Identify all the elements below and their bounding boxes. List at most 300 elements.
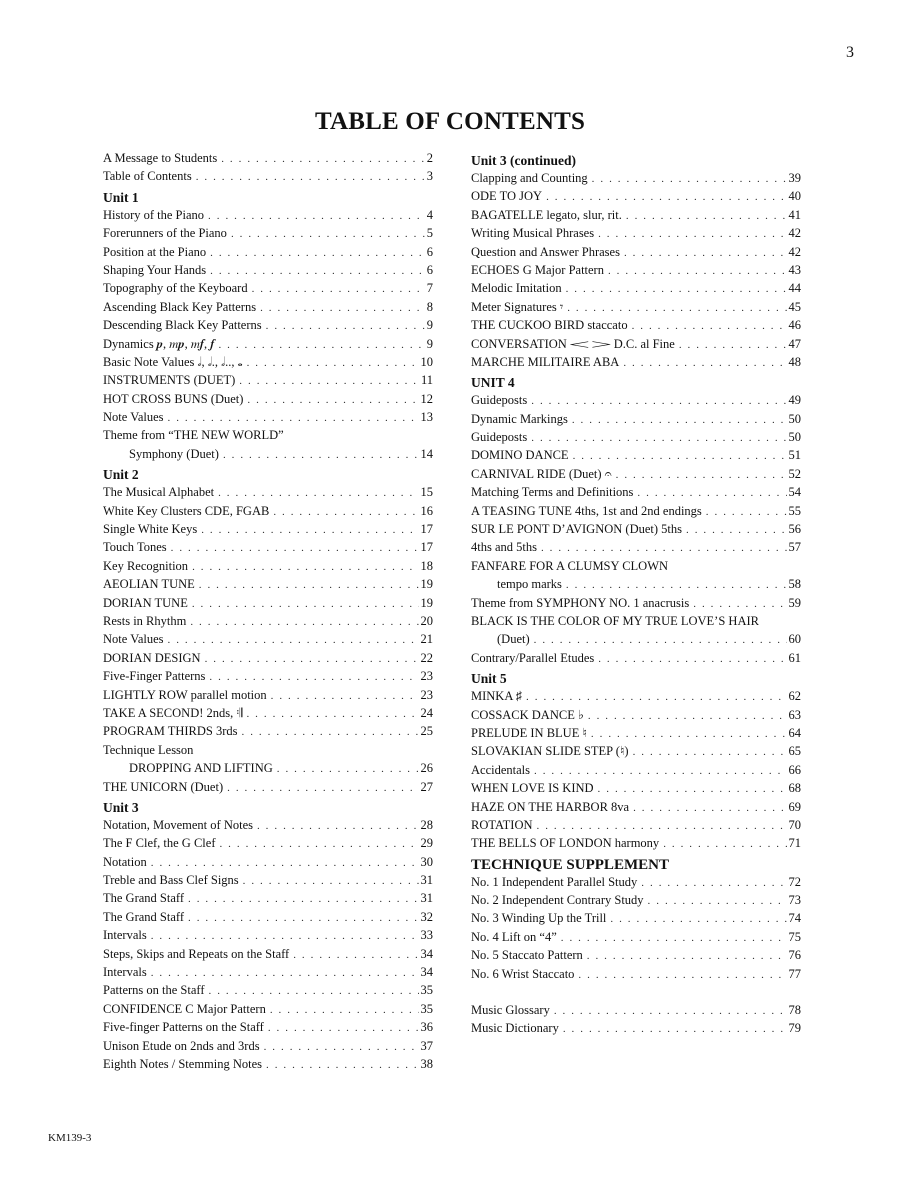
toc-entry-forerunners-of-the-piano[interactable] [103, 224, 433, 242]
entry-page-number: 38 [420, 1056, 433, 1071]
entry-title: No. 6 Wrist Staccato [471, 966, 575, 981]
toc-section [103, 467, 433, 796]
toc-entry-duet[interactable] [471, 630, 801, 648]
entry-page-number: 30 [420, 854, 433, 869]
dot-leader [264, 1019, 419, 1037]
toc-entry-single-white-keys[interactable] [103, 520, 433, 538]
dot-leader [214, 336, 424, 354]
dot-leader [682, 521, 787, 539]
dot-leader [164, 631, 419, 649]
dot-leader [235, 372, 419, 390]
toc-entry-intervals[interactable] [103, 963, 433, 981]
entry-page-number: 14 [420, 446, 433, 461]
toc-entry-slovakian-slide-step[interactable] [471, 742, 801, 760]
entry-page-number: 17 [420, 540, 433, 555]
dot-leader [574, 966, 786, 984]
entry-page-number: 25 [420, 724, 433, 739]
entry-title: 4ths and 5ths [471, 540, 537, 555]
toc-entry-ascending-black-key-patterns[interactable] [103, 298, 433, 316]
entry-title: Key Recognition [103, 558, 189, 573]
entry-page-number: 58 [788, 577, 801, 592]
entry-title: Forerunners of the Piano [103, 226, 227, 241]
dot-leader [620, 244, 787, 262]
dot-leader [289, 946, 418, 964]
dot-leader [550, 1002, 787, 1020]
toc-entry-dynamic-markings[interactable] [471, 410, 801, 428]
toc-entry-cossack-dance[interactable] [471, 706, 801, 724]
dot-leader [563, 299, 786, 317]
dot-leader [260, 1038, 419, 1056]
entry-page-number: 20 [420, 613, 433, 628]
entry-page-number: 21 [420, 632, 433, 647]
toc-entry-domino-dance[interactable] [471, 446, 801, 464]
entry-title: THE UNICORN (Duet) [103, 779, 224, 794]
toc-entry-accidentals[interactable] [471, 761, 801, 779]
entry-page-number: 70 [788, 817, 801, 832]
page-number: 3 [846, 44, 854, 61]
toc-entry-notation-movement-of-notes[interactable] [103, 816, 433, 834]
entry-title: Question and Answer Phrases [471, 244, 620, 259]
toc-section [471, 857, 801, 983]
toc-entry-program-thirds-3rds[interactable] [103, 722, 433, 740]
toc-entry-a-teasing-tune-4ths-1st-and-2nd-endings[interactable] [471, 502, 801, 520]
toc-entry-no-6-wrist-staccato[interactable] [471, 965, 801, 983]
entry-page-number: 61 [788, 650, 801, 665]
entry-page-number: 31 [420, 873, 433, 888]
toc-entry-black-is-the-color-of-my-true-love-s-hai[interactable] [471, 612, 801, 630]
toc-entry-4ths-and-5ths[interactable] [471, 538, 801, 556]
toc-entry-topography-of-the-keyboard[interactable] [103, 279, 433, 297]
toc-entry-dorian-tune[interactable] [103, 594, 433, 612]
dot-leader [594, 650, 786, 668]
entry-page-number: 64 [788, 725, 801, 740]
entry-page-number: 36 [420, 1020, 433, 1035]
entry-page-number: 49 [788, 393, 801, 408]
entry-page-number: 50 [788, 430, 801, 445]
entry-title: Theme from SYMPHONY NO. 1 anacrusis [471, 595, 690, 610]
toc-entry-echoes-g-major-pattern[interactable] [471, 261, 801, 279]
section-heading: Unit 3 (continued) [471, 153, 577, 168]
entry-page-number: 37 [420, 1038, 433, 1053]
toc-entry-no-3-winding-up-the-trill[interactable] [471, 909, 801, 927]
entry-page-number: 18 [420, 558, 433, 573]
toc-entry-aeolian-tune[interactable] [103, 575, 433, 593]
toc-entry-confidence-c-major-pattern[interactable] [103, 1000, 433, 1018]
entry-page-number: 19 [420, 577, 433, 592]
entry-title: INSTRUMENTS (DUET) [103, 373, 236, 388]
toc-entry-fanfare-for-a-clumsy-clown[interactable] [471, 557, 801, 575]
entry-page-number: 48 [788, 354, 801, 369]
entry-page-number: 23 [420, 687, 433, 702]
toc-entry-no-1-independent-parallel-study[interactable] [471, 873, 801, 891]
entry-page-number: 34 [420, 946, 433, 961]
entry-title: Patterns on the Staff [103, 983, 205, 998]
toc-entry-white-key-clusters-cde-fgab[interactable] [103, 502, 433, 520]
toc-entry-unison-etude-on-2nds-and-3rds[interactable] [103, 1037, 433, 1055]
entry-page-number: 16 [420, 503, 433, 518]
dot-leader [267, 687, 419, 705]
dot-leader [637, 874, 786, 892]
toc-entry-five-finger-patterns-on-the-staff[interactable] [103, 1018, 433, 1036]
toc-entry-matching-terms-and-definitions[interactable] [471, 483, 801, 501]
dot-leader [584, 707, 787, 725]
entry-page-number: 65 [788, 744, 801, 759]
entry-title: Topography of the Keyboard [103, 281, 248, 296]
toc-entry-the-grand-staff[interactable] [103, 908, 433, 926]
dot-leader [147, 854, 419, 872]
entry-title: Treble and Bass Clef Signs [103, 873, 239, 888]
dot-leader [530, 762, 786, 780]
entry-page-number: 79 [788, 1021, 801, 1036]
entry-page-number: 22 [420, 650, 433, 665]
dot-leader [702, 503, 787, 521]
dot-leader [527, 429, 786, 447]
toc-entry-note-values[interactable] [103, 630, 433, 648]
toc-entry-dropping-and-lifting[interactable] [103, 759, 433, 777]
entry-title: History of the Piano [103, 207, 205, 222]
dot-leader [628, 317, 787, 335]
dot-leader [238, 723, 419, 741]
toc-section [103, 800, 433, 1073]
entry-title: DOMINO DANCE [471, 448, 569, 463]
toc-entry-the-unicorn-duet[interactable] [103, 778, 433, 796]
toc-entry-treble-and-bass-clef-signs[interactable] [103, 871, 433, 889]
dot-leader [644, 892, 787, 910]
entry-title: SUR LE PONT D’AVIGNON (Duet) 5ths [471, 522, 682, 537]
dot-leader [522, 688, 786, 706]
dot-leader [629, 799, 786, 817]
entry-page-number: 41 [788, 207, 801, 222]
toc-entry-dorian-design[interactable] [103, 649, 433, 667]
entry-title: ROTATION [471, 817, 533, 832]
dot-leader [266, 1001, 419, 1019]
dot-leader [217, 150, 425, 168]
dot-leader [223, 779, 418, 797]
dot-leader [629, 743, 787, 761]
entry-page-number: 76 [788, 948, 801, 963]
dot-leader [248, 280, 425, 298]
toc-entry-technique-lesson[interactable] [103, 741, 433, 759]
toc-entry-bagatelle-legato-slur-rit[interactable] [471, 206, 801, 224]
toc-entry-dynamics[interactable] [103, 335, 433, 353]
entry-title: Shaping Your Hands [103, 262, 207, 277]
entry-page-number: 47 [788, 336, 801, 351]
entry-page-number: 68 [788, 781, 801, 796]
entry-title: MARCHE MILITAIRE ABA [471, 354, 620, 369]
entry-title: BLACK IS THE COLOR OF MY TRUE LOVE’S HAIR [471, 613, 759, 628]
entry-title: Five-Finger Patterns [103, 669, 206, 684]
entry-title: Unison Etude on 2nds and 3rds [103, 1038, 260, 1053]
entry-title: THE CUCKOO BIRD staccato [471, 318, 628, 333]
entry-title: Accidentals [471, 762, 531, 777]
toc-entry-the-bells-of-london-harmony[interactable] [471, 834, 801, 852]
dot-leader [206, 262, 425, 280]
toc-entry-the-cuckoo-bird-staccato[interactable] [471, 316, 801, 334]
toc-section [471, 375, 801, 667]
toc-entry-position-at-the-piano[interactable] [103, 243, 433, 261]
entry-title: White Key Clusters CDE, FGAB [103, 503, 270, 518]
entry-page-number: 31 [420, 891, 433, 906]
dot-leader [164, 409, 419, 427]
entry-title: Matching Terms and Definitions [471, 485, 634, 500]
toc-entry-writing-musical-phrases[interactable] [471, 224, 801, 242]
toc-entry-sur-le-pont-d-avignon-duet-5ths[interactable] [471, 520, 801, 538]
entry-page-number: 6 [426, 262, 433, 277]
entry-page-number: 62 [788, 689, 801, 704]
entry-page-number: 9 [426, 318, 433, 333]
section-heading: Unit 5 [471, 671, 507, 687]
toc-entry-music-glossary[interactable] [471, 1001, 801, 1019]
dot-leader [587, 725, 787, 743]
entry-title: Single White Keys [103, 522, 198, 537]
entry-title: Eighth Notes / Stemming Notes [103, 1056, 263, 1071]
toc-entry-prelude-in-blue[interactable] [471, 724, 801, 742]
dot-leader [205, 668, 418, 686]
dot-leader [533, 817, 787, 835]
dot-leader [195, 576, 419, 594]
entry-title: Descending Black Key Patterns [103, 318, 262, 333]
entry-page-number: 29 [420, 836, 433, 851]
dot-leader [188, 558, 418, 576]
toc-entry-table-of-contents[interactable] [103, 167, 433, 185]
entry-page-number: 44 [788, 281, 801, 296]
toc-entry-lightly-row-parallel-motion[interactable] [103, 686, 433, 704]
toc-entry-the-grand-staff[interactable] [103, 889, 433, 907]
toc-entry-history-of-the-piano[interactable] [103, 206, 433, 224]
dot-leader [262, 1056, 418, 1074]
entry-page-number: 46 [788, 318, 801, 333]
toc-entry-question-and-answer-phrases[interactable] [471, 243, 801, 261]
entry-title: Symphony (Duet) [129, 446, 219, 461]
entry-page-number: 43 [788, 262, 801, 277]
entry-title: PROGRAM THIRDS 3rds [103, 724, 238, 739]
toc-entry-conversation-d-c-al-fine[interactable] [471, 335, 801, 353]
entry-page-number: 35 [420, 983, 433, 998]
entry-page-number: 74 [788, 911, 801, 926]
toc-entry-instruments-duet[interactable] [103, 371, 433, 389]
toc-entry-meter-signatures[interactable] [471, 298, 801, 316]
entry-title: Technique Lesson [103, 742, 194, 757]
toc-entry-theme-from-symphony-no-1-anacrusis[interactable] [471, 594, 801, 612]
toc-entry-rotation[interactable] [471, 816, 801, 834]
dot-leader [606, 910, 786, 928]
toc-entry-marche-militaire-aba[interactable] [471, 353, 801, 371]
dot-leader [594, 780, 787, 798]
entry-title: Meter Signatures 𝄾 [471, 299, 564, 314]
entry-title: ODE TO JOY [471, 189, 543, 204]
entry-title: CONVERSATION 𝆒 𝆓 D.C. al Fine [471, 336, 675, 351]
toc-entry-shaping-your-hands[interactable] [103, 261, 433, 279]
toc-entry-no-4-lift-on-4[interactable] [471, 928, 801, 946]
dot-leader [622, 207, 787, 225]
toc-section [103, 149, 433, 186]
entry-page-number: 63 [788, 707, 801, 722]
toc-section [471, 153, 801, 371]
entry-title: Position at the Piano [103, 244, 207, 259]
entry-title: No. 1 Independent Parallel Study [471, 874, 638, 889]
dot-leader [562, 576, 787, 594]
dot-leader [559, 1020, 787, 1038]
entry-page-number: 45 [788, 299, 801, 314]
entry-title: The Grand Staff [103, 891, 184, 906]
entry-title: Steps, Skips and Repeats on the Staff [103, 946, 290, 961]
entry-title: FANFARE FOR A CLUMSY CLOWN [471, 558, 669, 573]
toc-entry-the-f-clef-the-g-clef[interactable] [103, 834, 433, 852]
toc-entry-when-love-is-kind[interactable] [471, 779, 801, 797]
dot-leader [167, 539, 419, 557]
dot-leader [242, 705, 418, 723]
dot-leader [527, 392, 786, 410]
entry-title: MINKA ♯ [471, 689, 523, 704]
toc-entry-no-5-staccato-pattern[interactable] [471, 946, 801, 964]
dot-leader [568, 411, 787, 429]
entry-page-number: 3 [426, 169, 433, 184]
entry-page-number: 71 [788, 836, 801, 851]
dot-leader [188, 595, 419, 613]
entry-page-number: 73 [788, 893, 801, 908]
entry-title: No. 3 Winding Up the Trill [471, 911, 607, 926]
entry-title: DORIAN TUNE [103, 595, 188, 610]
entry-page-number: 39 [788, 171, 801, 185]
entry-page-number: 7 [426, 281, 433, 296]
dot-leader [214, 484, 418, 502]
toc-entry-five-finger-patterns[interactable] [103, 667, 433, 685]
dot-leader [262, 317, 425, 335]
entry-title: Five-finger Patterns on the Staff [103, 1020, 264, 1035]
section-heading: Unit 3 [103, 799, 139, 815]
toc-entry-tempo-marks[interactable] [471, 575, 801, 593]
entry-page-number: 52 [788, 466, 801, 481]
entry-title: Contrary/Parallel Etudes [471, 650, 595, 665]
dot-leader [256, 299, 425, 317]
entry-page-number: 55 [788, 503, 801, 518]
entry-title: COSSACK DANCE ♭ [471, 707, 584, 722]
dot-leader [557, 929, 787, 947]
dot-leader [675, 336, 787, 354]
entry-title: WHEN LOVE IS KIND [471, 781, 594, 796]
page-title: TABLE OF CONTENTS [314, 108, 586, 135]
dot-leader [219, 446, 419, 464]
entry-page-number: 8 [426, 299, 433, 314]
toc-entry-no-2-independent-contrary-study[interactable] [471, 891, 801, 909]
entry-title: A TEASING TUNE 4ths, 1st and 2nd endings [471, 503, 702, 518]
entry-page-number: 72 [788, 874, 801, 889]
dot-leader [243, 391, 418, 409]
toc-entry-guideposts[interactable] [471, 391, 801, 409]
dot-leader [184, 909, 419, 927]
dot-leader [206, 244, 425, 262]
dot-leader [205, 982, 419, 1000]
entry-page-number: 5 [426, 226, 433, 241]
dot-leader [569, 447, 787, 465]
entry-title: Ascending Black Key Patterns [103, 299, 257, 314]
entry-title: Guideposts [471, 430, 528, 445]
entry-title: THE BELLS OF LONDON harmony [471, 836, 660, 851]
toc-entry-contrary-parallel-etudes[interactable] [471, 649, 801, 667]
toc-entry-intervals[interactable] [103, 926, 433, 944]
toc-entry-note-values[interactable] [103, 408, 433, 426]
entry-page-number: 66 [788, 762, 801, 777]
toc-section [471, 671, 801, 853]
entry-title: DORIAN DESIGN [103, 650, 201, 665]
dot-leader [659, 835, 786, 853]
entry-title: Dynamics 𝆏, 𝆐𝆏, 𝆐𝆑, 𝆑 [103, 336, 215, 351]
dot-leader [201, 650, 419, 668]
section-heading: Unit 1 [103, 189, 139, 205]
entry-page-number: 27 [420, 779, 433, 794]
toc-entry-touch-tones[interactable] [103, 538, 433, 556]
entry-title: tempo marks [497, 577, 562, 592]
toc-entry-carnival-ride-duet[interactable] [471, 465, 801, 483]
toc-entry-guideposts[interactable] [471, 428, 801, 446]
entry-title: Clapping and Counting [471, 171, 588, 185]
toc-entry-haze-on-the-harbor-8va[interactable] [471, 798, 801, 816]
toc-entry-symphony-duet[interactable] [103, 445, 433, 463]
entry-title: Melodic Imitation [471, 281, 562, 296]
toc-entry-take-a-second-2nds[interactable] [103, 704, 433, 722]
dot-leader [542, 188, 786, 206]
dot-leader [253, 817, 419, 835]
entry-page-number: 59 [788, 595, 801, 610]
dot-leader [184, 890, 419, 908]
entry-page-number: 26 [420, 761, 433, 776]
entry-page-number: 13 [420, 410, 433, 425]
entry-title: TAKE A SECOND! 2nds, 𝄇 [103, 705, 243, 720]
entry-title: Guideposts [471, 393, 528, 408]
toc-entry-theme-from-the-new-world[interactable] [103, 426, 433, 444]
entry-page-number: 56 [788, 522, 801, 537]
toc-entry-eighth-notes-stemming-notes[interactable] [103, 1055, 433, 1073]
entry-page-number: 75 [788, 929, 801, 944]
toc-entry-clapping-and-counting[interactable] [471, 169, 801, 187]
toc-entry-hot-cross-buns-duet[interactable] [103, 390, 433, 408]
entry-title: No. 2 Independent Contrary Study [471, 893, 644, 908]
entry-page-number: 57 [788, 540, 801, 555]
toc-entry-notation[interactable] [103, 853, 433, 871]
dot-leader [269, 503, 418, 521]
toc-entry-melodic-imitation[interactable] [471, 279, 801, 297]
toc-section [471, 983, 801, 1038]
toc-entry-music-dictionary[interactable] [471, 1019, 801, 1037]
toc-entry-key-recognition[interactable] [103, 557, 433, 575]
dot-leader [619, 354, 786, 372]
entry-page-number: 2 [426, 151, 433, 165]
dot-leader [530, 631, 787, 649]
entry-page-number: 11 [420, 373, 433, 388]
entry-title: CONFIDENCE C Major Pattern [103, 1001, 266, 1016]
toc-entry-a-message-to-students[interactable] [103, 149, 433, 167]
entry-title: Dynamic Markings [471, 411, 568, 426]
dot-leader [147, 927, 419, 945]
dot-leader [197, 521, 418, 539]
toc-entry-the-musical-alphabet[interactable] [103, 483, 433, 501]
entry-title: (Duet) [497, 632, 530, 647]
entry-page-number: 54 [788, 485, 801, 500]
entry-title: SLOVAKIAN SLIDE STEP (♮) [471, 744, 629, 759]
dot-leader [633, 484, 786, 502]
toc-entry-steps-skips-and-repeats-on-the-staff[interactable] [103, 945, 433, 963]
entry-page-number: 15 [420, 485, 433, 500]
dot-leader [227, 225, 425, 243]
toc-entry-minka[interactable] [471, 687, 801, 705]
entry-title: Theme from “THE NEW WORLD” [103, 428, 284, 443]
entry-page-number: 28 [420, 817, 433, 832]
toc-entry-patterns-on-the-staff[interactable] [103, 981, 433, 999]
toc-entry-basic-note-values[interactable] [103, 353, 433, 371]
toc-entry-descending-black-key-patterns[interactable] [103, 316, 433, 334]
toc-entry-rests-in-rhythm[interactable] [103, 612, 433, 630]
toc-entry-ode-to-joy[interactable] [471, 187, 801, 205]
